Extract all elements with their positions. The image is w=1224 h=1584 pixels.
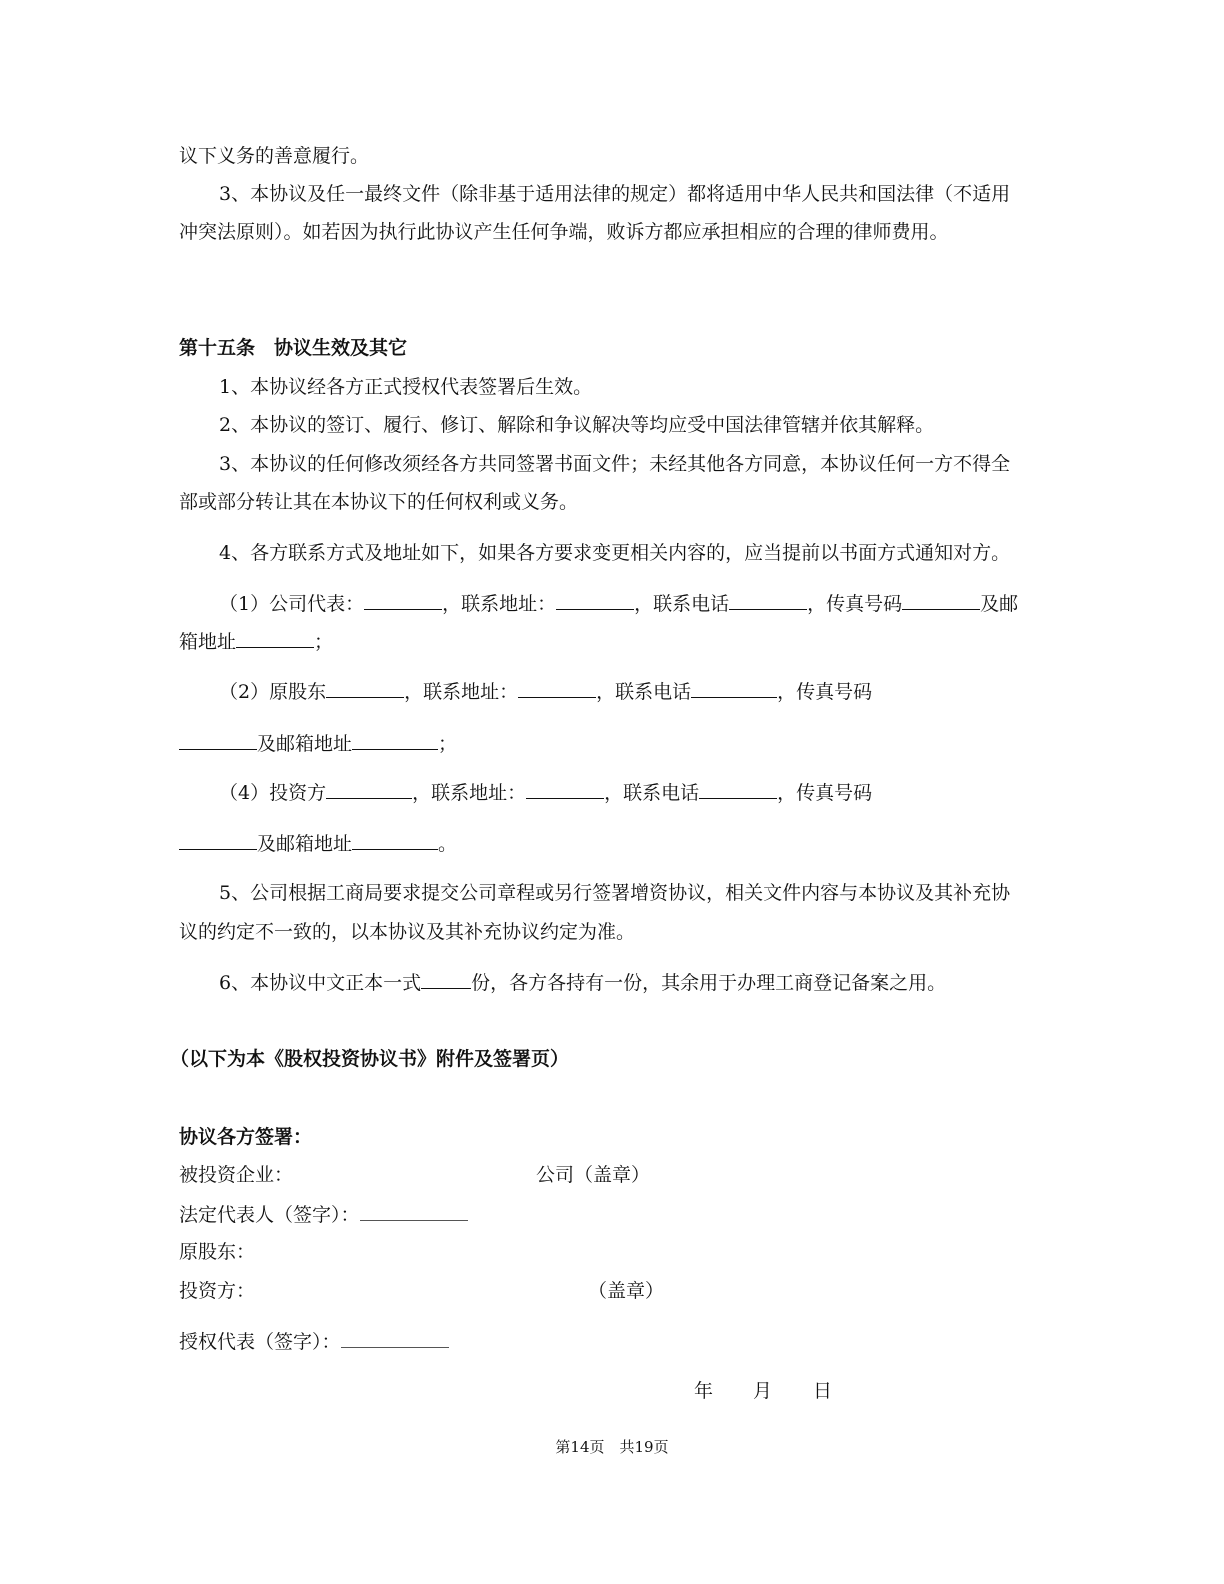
contact-label: 及邮箱地址 (257, 833, 353, 855)
contact-label: ，联系电话 (596, 681, 692, 703)
blank-email[interactable] (352, 731, 438, 750)
authorized-rep-label: 授权代表（签字）： (179, 1331, 341, 1353)
investor-seal: （盖章） (588, 1280, 665, 1302)
blank-fax[interactable] (902, 591, 980, 610)
appendix-note: （以下为本《股权投资协议书》附件及签署页） (170, 1048, 570, 1070)
contact-label: ，联系电话 (634, 593, 730, 615)
date-month: 月 (753, 1380, 773, 1402)
contact-label: ，传真号码 (807, 593, 903, 615)
contact-label: （2）原股东 (219, 681, 327, 703)
item-6-text: 份，各方各持有一份，其余用于办理工商登记备案之用。 (471, 972, 947, 994)
blank-fax[interactable] (179, 731, 257, 750)
blank-copies[interactable] (421, 970, 471, 989)
article-15-item-1: 1、本协议经各方正式授权代表签署后生效。 (219, 376, 593, 398)
item-6-text: 6、本协议中文正本一式 (219, 972, 422, 994)
blank-name[interactable] (326, 679, 404, 698)
legal-rep-label: 法定代表人（签字）： (179, 1204, 360, 1226)
paragraph-continuation: 议下义务的善意履行。 (179, 145, 370, 167)
blank-phone[interactable] (699, 780, 777, 799)
article-15-heading: 第十五条 协议生效及其它 (179, 337, 408, 359)
contact-original-shareholder-line-2 (179, 731, 457, 756)
date-year: 年 (694, 1380, 714, 1402)
paragraph-3-line-2: 冲突法原则）。如若因为执行此协议产生任何争端，败诉方都应承担相应的合理的律师费用。 (179, 221, 949, 243)
article-15-item-2: 2、本协议的签订、履行、修订、解除和争议解决等均应受中国法律管辖并依其解释。 (219, 414, 935, 436)
blank-name[interactable] (364, 591, 442, 610)
contact-label: （4）投资方 (219, 782, 327, 804)
authorized-rep-signature (179, 1329, 449, 1354)
contact-label: ，传真号码 (777, 782, 873, 804)
contact-original-shareholder-line-1 (219, 679, 872, 704)
blank-phone[interactable] (691, 679, 777, 698)
blank-authorized-rep-signature[interactable] (341, 1329, 449, 1348)
contact-label: 及邮箱地址 (257, 733, 353, 755)
date-day: 日 (813, 1380, 833, 1402)
contact-label: ，联系地址： (412, 782, 527, 804)
blank-address[interactable] (518, 679, 596, 698)
legal-rep-signature (179, 1202, 468, 1227)
article-15-item-5-line-2: 议的约定不一致的，以本协议及其补充协议约定为准。 (179, 921, 636, 943)
blank-legal-rep-signature[interactable] (360, 1202, 468, 1221)
contact-label: ，联系地址： (442, 593, 557, 615)
contact-investor-line-2 (179, 831, 457, 856)
blank-name[interactable] (326, 780, 412, 799)
article-15-item-6 (219, 970, 946, 995)
blank-email[interactable] (236, 629, 314, 648)
contact-company-rep-line-1 (219, 591, 1018, 616)
contact-label: ，联系地址： (404, 681, 519, 703)
article-15-item-5-line-1: 5、公司根据工商局要求提交公司章程或另行签署增资协议，相关文件内容与本协议及其补充协 (219, 882, 1011, 904)
blank-address[interactable] (556, 591, 634, 610)
contact-label: 及邮 (980, 593, 1019, 615)
paragraph-3-line-1: 3、本协议及任一最终文件（除非基于适用法律的规定）都将适用中华人民共和国法律（不适用 (219, 183, 1011, 205)
contact-label: （1）公司代表： (219, 593, 365, 615)
contact-label: ，传真号码 (777, 681, 873, 703)
article-15-item-3-line-1: 3、本协议的任何修改须经各方共同签署书面文件；未经其他各方同意，本协议任何一方不得全 (219, 453, 1011, 475)
contact-label: ； (438, 733, 458, 755)
article-15-item-3-line-2: 部或部分转让其在本协议下的任何权利或义务。 (179, 491, 579, 513)
original-shareholder-label: 原股东： (179, 1241, 256, 1263)
investee-label: 被投资企业： (179, 1164, 294, 1186)
article-15-item-4: 4、各方联系方式及地址如下，如果各方要求变更相关内容的，应当提前以书面方式通知对方。 (219, 542, 1011, 564)
contact-company-rep-line-2 (179, 629, 333, 654)
signatures-heading: 协议各方签署： (179, 1126, 313, 1148)
investor-label: 投资方： (179, 1280, 256, 1302)
blank-email[interactable] (352, 831, 438, 850)
contact-label: 。 (438, 833, 458, 855)
blank-fax[interactable] (179, 831, 257, 850)
contact-label: 箱地址 (179, 631, 237, 653)
contact-label: ； (314, 631, 334, 653)
contact-investor-line-1 (219, 780, 872, 805)
blank-phone[interactable] (729, 591, 807, 610)
investee-seal: 公司（盖章） (536, 1164, 651, 1186)
contact-label: ，联系电话 (604, 782, 700, 804)
page-footer: 第14页 共19页 (555, 1438, 669, 1456)
blank-address[interactable] (526, 780, 604, 799)
